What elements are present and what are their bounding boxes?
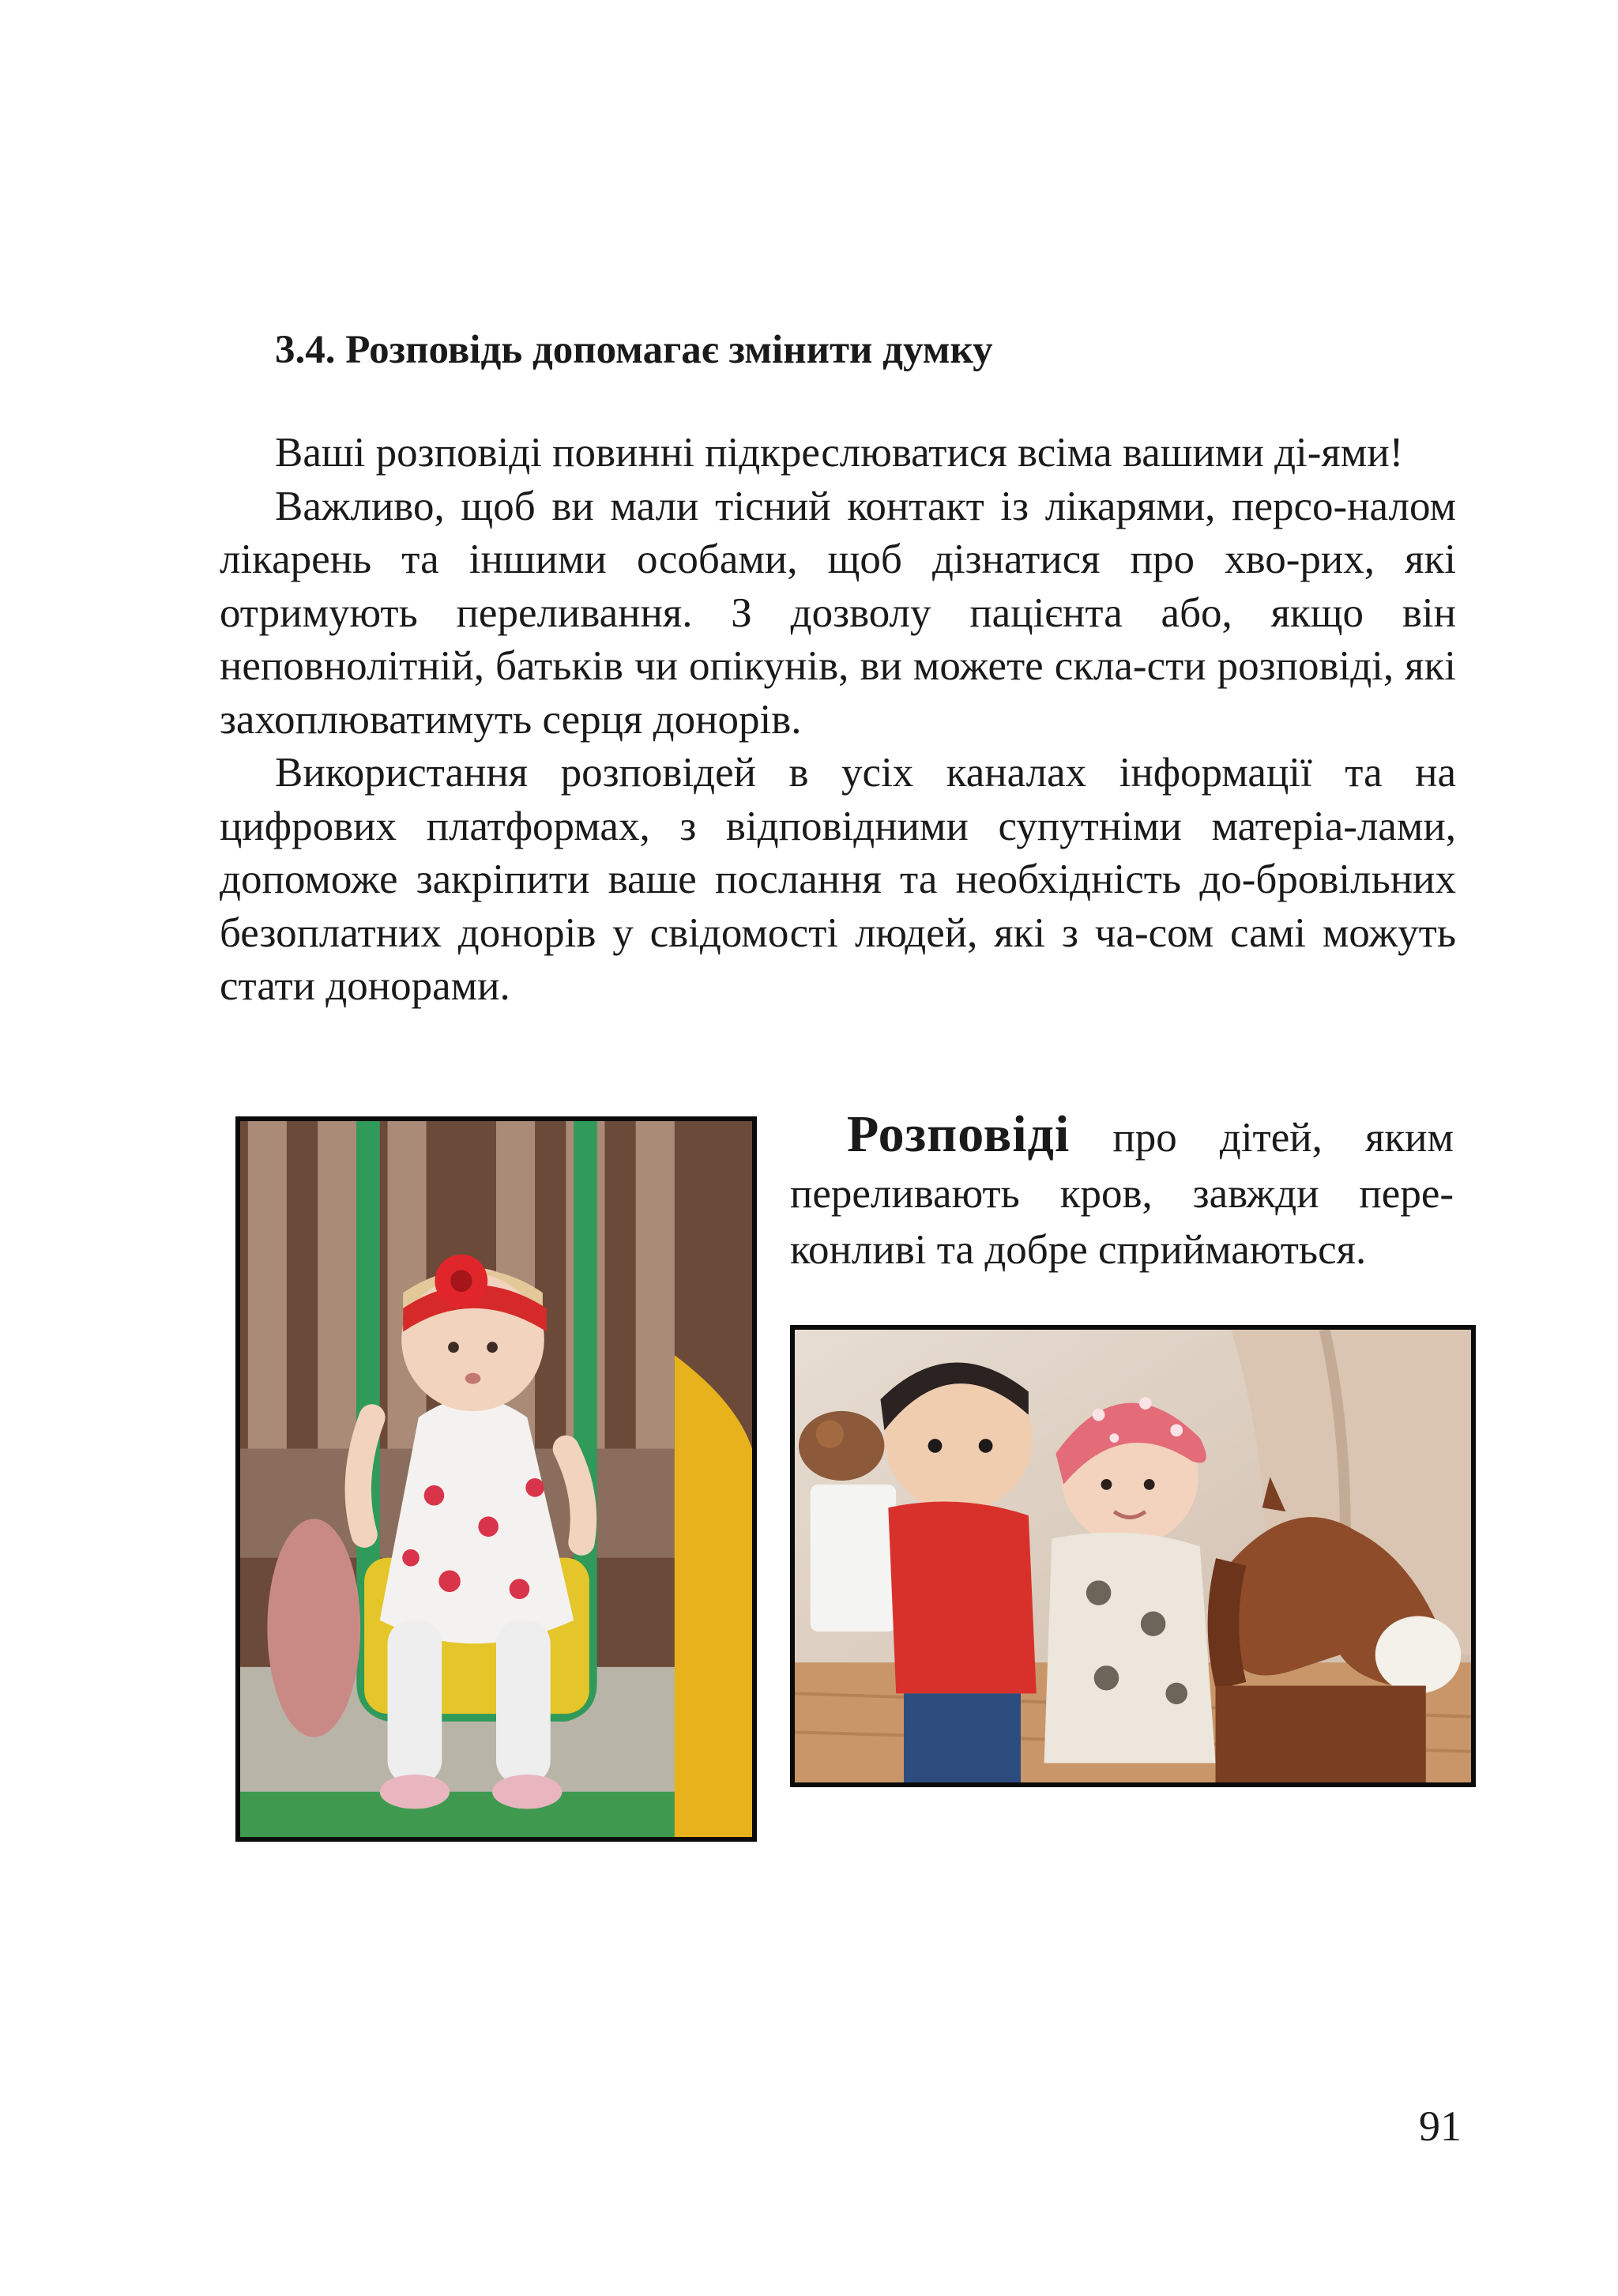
callout-rest: про дітей, яким переливають кров, завжди пере-конливі та добре сприймаються.: [790, 1115, 1454, 1273]
page-number: 91: [1419, 2102, 1462, 2150]
children-with-horse-image: [795, 1330, 1471, 1782]
callout-lead-word: Розповіді: [847, 1105, 1071, 1163]
photo-girl-on-swing: [235, 1116, 757, 1842]
body-text: [220, 427, 1456, 1014]
callout-text: [790, 1106, 1454, 1278]
section-heading: 3.4. Розповідь допомагає змінити думку: [275, 328, 993, 372]
girl-on-swing-image: [240, 1121, 752, 1837]
photo-children-with-toy-horse: [790, 1325, 1476, 1787]
paragraph: Використання розповідей в усіх каналах інформації та на цифрових платформах, з відповідними супутніми матеріа-лами, допоможе закріпити ваше послання та необхідність до-бровільних безоплатних донорів у свідомості людей, які з ча-сом самі можуть стати донорами.: [220, 750, 1456, 1009]
paragraph: Ваші розповіді повинні підкреслюватися всіма вашими ді-ями!: [275, 430, 1404, 476]
paragraph: Важливо, щоб ви мали тісний контакт із лікарями, персо-налом лікарень та іншими особами, щоб дізнатися про хво-рих, які отримують переливання. З дозволу пацієнта або, якщо він неповнолітній, батьків чи опікунів, ви можете скла-сти розповіді, які захоплюватимуть серця донорів.: [220, 483, 1456, 743]
